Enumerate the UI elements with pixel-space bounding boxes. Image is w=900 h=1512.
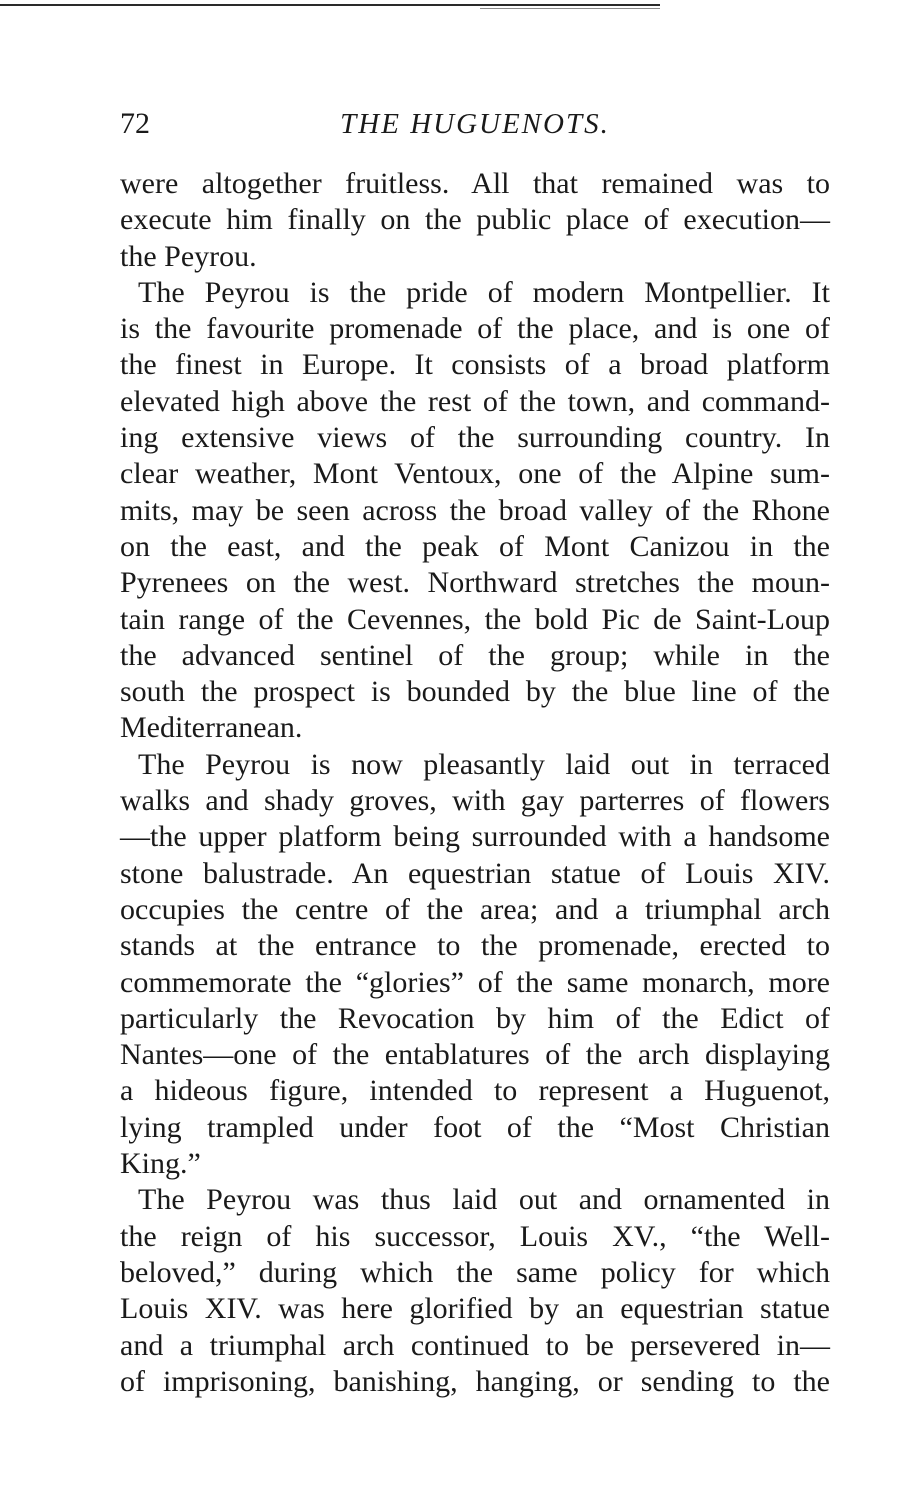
text-line: commemorate the “glories” of the same monarch, more: [120, 965, 830, 999]
text-line: lying trampled under foot of the “Most Christian: [120, 1110, 830, 1144]
text-line: walks and shady groves, with gay parterres of flowers: [120, 784, 830, 818]
body-text: [120, 166, 830, 1400]
text-line: stands at the entrance to the promenade, erected to: [120, 929, 830, 963]
text-line: clear weather, Mont Ventoux, one of the Alpine sum-: [120, 457, 830, 491]
text-line: south the prospect is bounded by the blue line of the: [120, 675, 830, 709]
text-line: the reign of his successor, Louis XV., “the Well-: [120, 1219, 830, 1253]
text-line: the advanced sentinel of the group; while in the: [120, 638, 830, 672]
text-line: —the upper platform being surrounded with a handsome: [120, 820, 830, 854]
text-line: occupies the centre of the area; and a triumphal arch: [120, 892, 830, 926]
text-line: stone balustrade. An equestrian statue of Louis XIV.: [120, 856, 830, 890]
running-head: [120, 104, 830, 144]
page-number: 72: [120, 107, 150, 140]
text-line: elevated high above the rest of the town, and command-: [120, 384, 830, 418]
top-rule-faint: [480, 8, 660, 9]
text-line: The Peyrou was thus laid out and ornamented in: [138, 1183, 830, 1217]
text-line: The Peyrou is the pride of modern Montpellier. It: [138, 275, 830, 309]
text-line: execute him finally on the public place of execution—: [120, 203, 830, 237]
text-line: ing extensive views of the surrounding country. In: [120, 421, 830, 455]
text-line: tain range of the Cevennes, the bold Pic de Saint-Loup: [120, 602, 830, 636]
text-line: Mediterranean.: [120, 711, 303, 745]
text-line: is the favourite promenade of the place, and is one of: [120, 312, 830, 346]
text-line: Louis XIV. was here glorified by an equestrian statue: [120, 1292, 830, 1326]
text-line: mits, may be seen across the broad valley of the Rhone: [120, 493, 830, 527]
text-line: Nantes—one of the entablatures of the arch displaying: [120, 1038, 830, 1072]
text-line: The Peyrou is now pleasantly laid out in terraced: [138, 747, 830, 781]
text-line: particularly the Revocation by him of the Edict of: [120, 1001, 830, 1035]
text-line: the finest in Europe. It consists of a broad platform: [120, 348, 830, 382]
text-line: of imprisoning, banishing, hanging, or sending to the: [120, 1364, 830, 1398]
top-rule: [0, 4, 660, 6]
text-line: a hideous figure, intended to represent a Huguenot,: [120, 1074, 830, 1108]
text-line: on the east, and the peak of Mont Canizou in the: [120, 529, 830, 563]
text-line: beloved,” during which the same policy for which: [120, 1255, 830, 1289]
text-line: the Peyrou.: [120, 239, 257, 273]
running-title: THE HUGUENOTS.: [340, 108, 610, 140]
text-line: Pyrenees on the west. Northward stretches the moun-: [120, 566, 830, 600]
text-line: King.”: [120, 1147, 201, 1181]
text-line: and a triumphal arch continued to be persevered in—: [120, 1328, 830, 1362]
text-line: were altogether fruitless. All that remained was to: [120, 167, 830, 200]
